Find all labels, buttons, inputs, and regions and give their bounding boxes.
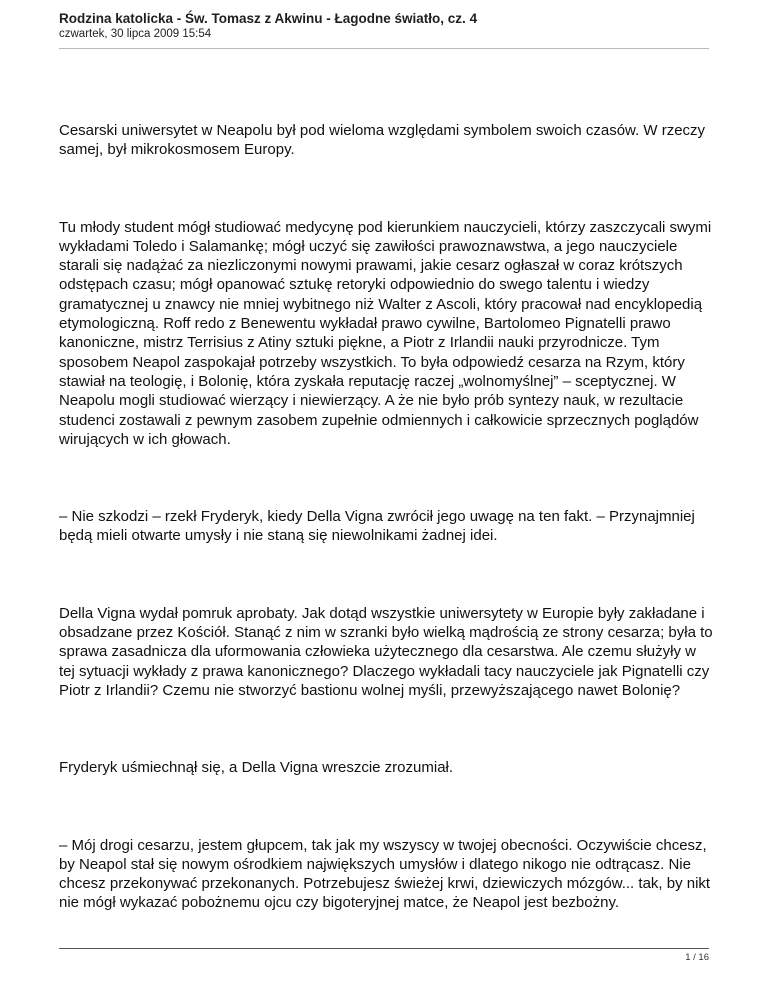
page-number: 1 / 16 [685, 952, 709, 963]
document-title: Rodzina katolicka - Św. Tomasz z Akwinu - Łagodne światło, cz. 4 [59, 11, 478, 26]
paragraph-3: – Nie szkodzi – rzekł Fryderyk, kiedy Della Vigna zwrócił jego uwagę na ten fakt. – Przynajmniej będą mieli otwarte umysły i nie staną się niewolnikami żadnej idei. [59, 508, 695, 545]
paragraph-1: Cesarski uniwersytet w Neapolu był pod wieloma względami symbolem swoich czasów. W rzeczy samej, był mikrokosmosem Europy. [59, 122, 706, 159]
document-header [59, 10, 709, 42]
footer-divider [59, 948, 709, 949]
paragraph-2: Tu młody student mógł studiować medycynę pod kierunkiem nauczycieli, którzy zaszczycali swymi wykładami Toledo i Salamankę; mógł uczyć się zawiłości prawoznawstwa, a jego nauczyciele starali się nadążać za niezliczonymi nowymi prawami, jakie cesarz ogłaszał w coraz krótszych odstępach czasu; mógł opanować sztukę retoryki odpowiednio do swego talentu i wiedzy gramatycznej u znawcy nie mniej wybitnego niż Walter z Ascoli, który pracował nad encyklopedią etymologiczną. Roff redo z Benewentu wykładał prawo cywilne, Bartolomeo Pignatelli prawo kanoniczne, mistrz Terrisius z Atiny sztuki piękne, a Piotr z Irlandii nauki przyrodnicze. Tym sposobem Neapol zaspokajał potrzeby wszystkich. To była odpowiedź cesarza na Rzym, który stawiał na teologię, i Bolonię, która zyskała reputację raczej „wolnomyślnej” – sceptycznej. W Neapolu mogli studiować wierzący i niewierzący. A że nie było prób syntezy nauk, w rezultacie studenci zostawali z pewnym zasobem zupełnie odmiennych i całkowicie sprzecznych poglądów wirujących w ich głowach. [59, 218, 712, 448]
header-divider [59, 48, 709, 49]
document-date: czwartek, 30 lipca 2009 15:54 [59, 28, 212, 40]
paragraph-6: – Mój drogi cesarzu, jestem głupcem, tak jak my wszyscy w twojej obecności. Oczywiście chcesz, by Neapol stał się nowym ośrodkiem największych umysłów i dlatego nikogo nie odtrącasz. Nie chcesz przekonywać przekonanych. Potrzebujesz świeżej krwi, dziewiczych mózgów... tak, by nikt nie mógł wykazać pobożnemu ojcu czy bigoteryjnej matce, że Neapol jest bezbożny. [59, 836, 711, 912]
paragraph-5: Fryderyk uśmiechnął się, a Della Vigna wreszcie zrozumiał. [59, 759, 454, 777]
document-body [59, 121, 713, 913]
paragraph-4: Della Vigna wydał pomruk aprobaty. Jak dotąd wszystkie uniwersytety w Europie były zakładane i obsadzane przez Kościół. Stanąć z nim w szranki było wielką mądrością ze strony cesarza; była to sprawa zasadnicza dla uformowania człowieka użytecznego dla cesarstwa. Ale czemu służyły w tej sytuacji wykłady z prawa kanonicznego? Dlaczego wykładali tacy nauczyciele jak Pignatelli czy Piotr z Irlandii? Czemu nie stworzyć bastionu wolnej myśli, przewyższającego nawet Bolonię? [59, 604, 713, 699]
